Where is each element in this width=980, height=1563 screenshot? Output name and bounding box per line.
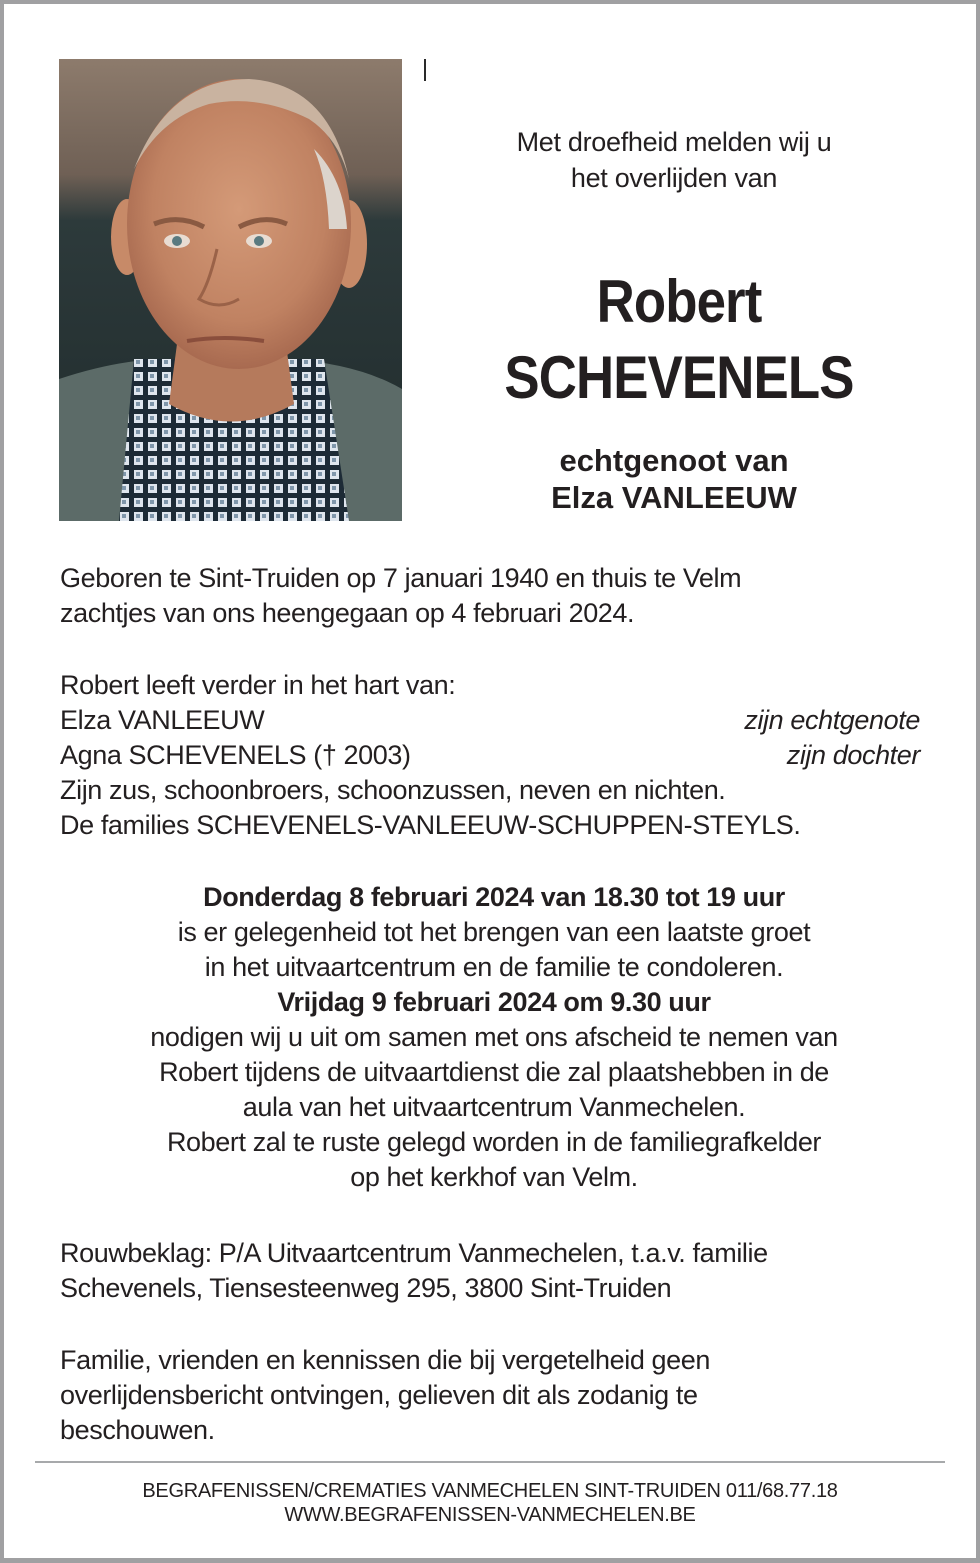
deceased-last-name: SCHEVENELS	[504, 344, 854, 411]
notice-line-1: Familie, vrienden en kennissen die bij vergetelheid geen	[60, 1345, 711, 1375]
notice-line-3: beschouwen.	[60, 1415, 215, 1445]
family-intro: Robert leeft verder in het hart van:	[60, 670, 456, 700]
ceremony-info	[44, 880, 944, 1195]
visitation-line-2: in het uitvaartcentrum en de familie te condoleren.	[204, 952, 784, 982]
intro-line-1: Met droefheid melden wij u	[516, 127, 832, 157]
family-names: De families SCHEVENELS-VANLEEUW-SCHUPPEN-STEYLS.	[60, 810, 801, 840]
birth-death-info	[60, 561, 920, 631]
family-member-relation: zijn echtgenote	[744, 705, 920, 735]
obituary-page	[4, 4, 976, 1558]
spouse-label: echtgenoot van	[559, 443, 789, 478]
notice-text	[60, 1343, 920, 1448]
funeral-home-footer	[35, 1479, 945, 1527]
burial-line-2: op het kerkhof van Velm.	[350, 1162, 638, 1192]
family-others: Zijn zus, schoonbroers, schoonzussen, neven en nichten.	[60, 775, 726, 805]
born-line-1: Geboren te Sint-Truiden op 7 januari 1940 en thuis te Velm	[60, 563, 742, 593]
spouse-info	[424, 442, 924, 516]
visitation-line-1: is er gelegenheid tot het brengen van een laatste groet	[177, 917, 811, 947]
service-datetime: Vrijdag 9 februari 2024 om 9.30 uur	[277, 987, 711, 1017]
surviving-family	[60, 668, 920, 843]
service-line-2: Robert tijdens de uitvaartdienst die zal plaatshebben in de	[159, 1057, 829, 1087]
deceased-first-name: Robert	[596, 268, 762, 335]
condolence-address	[60, 1236, 920, 1306]
burial-line-1: Robert zal te ruste gelegd worden in de familiegrafkelder	[166, 1127, 822, 1157]
portrait-illustration	[59, 59, 402, 521]
service-line-3: aula van het uitvaartcentrum Vanmechelen.	[242, 1092, 746, 1122]
born-line-2: zachtjes van ons heengegaan op 4 februari 2024.	[60, 598, 635, 628]
spouse-name: Elza VANLEEUW	[551, 480, 797, 515]
condolence-line-2: Schevenels, Tiensesteenweg 295, 3800 Sint-Truiden	[60, 1273, 672, 1303]
family-member-name: Agna SCHEVENELS († 2003)	[60, 740, 411, 770]
announcement-intro	[424, 124, 924, 196]
visitation-datetime: Donderdag 8 februari 2024 van 18.30 tot 19 uur	[203, 882, 785, 912]
footer-divider	[35, 1461, 945, 1463]
notice-line-2: overlijdensbericht ontvingen, gelieven dit als zodanig te	[60, 1380, 698, 1410]
condolence-line-1: Rouwbeklag: P/A Uitvaartcentrum Vanmechelen, t.a.v. familie	[60, 1238, 768, 1268]
footer-website: WWW.BEGRAFENISSEN-VANMECHELEN.BE	[284, 1504, 696, 1526]
family-member	[60, 703, 920, 738]
family-member	[60, 738, 920, 773]
service-line-1: nodigen wij u uit om samen met ons afscheid te nemen van	[150, 1022, 838, 1052]
family-member-name: Elza VANLEEUW	[60, 705, 265, 735]
intro-line-2: het overlijden van	[570, 163, 778, 193]
portrait-photo	[59, 59, 402, 521]
footer-contact: BEGRAFENISSEN/CREMATIES VANMECHELEN SINT-TRUIDEN 011/68.77.18	[142, 1480, 838, 1502]
deceased-name	[455, 264, 904, 416]
text-cursor-mark	[424, 59, 426, 81]
family-member-relation: zijn dochter	[786, 740, 920, 770]
